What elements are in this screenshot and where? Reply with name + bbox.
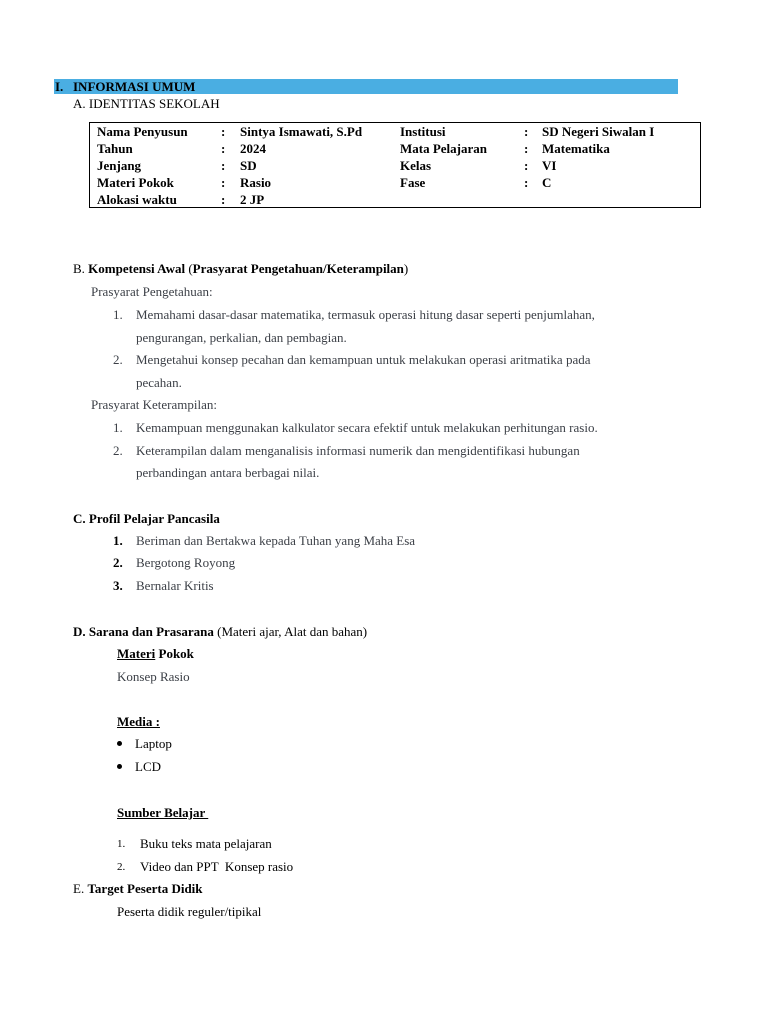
materi-label-underlined: Materi [117, 646, 156, 661]
section-b-title [73, 262, 408, 275]
identity-sep: : [524, 124, 529, 139]
identity-value: Sintya Ismawati, S.Pd [240, 124, 363, 139]
media-item: LCD [135, 759, 161, 774]
target-value: Peserta didik reguler/tipikal [117, 904, 262, 919]
identity-value: Rasio [240, 175, 272, 190]
identity-table [89, 122, 701, 208]
list-item-text: Beriman dan Bertakwa kepada Tuhan yang Maha Esa [136, 533, 416, 548]
identity-value: 2024 [240, 141, 266, 156]
identity-label: Institusi [400, 124, 446, 139]
list-number: 1. [113, 420, 123, 435]
list-number: 1. [117, 838, 126, 850]
list-number: 2. [113, 352, 123, 367]
identity-value: SD [240, 158, 257, 173]
identity-value: 2 JP [240, 192, 265, 207]
identity-value: Matematika [542, 141, 610, 156]
list-number: 3. [113, 578, 123, 593]
list-item-text: Video dan PPT Konsep rasio [140, 859, 294, 874]
media-item: Laptop [135, 736, 172, 751]
identity-sep: : [524, 158, 529, 173]
section-b-prefix: B. [73, 261, 85, 276]
list-item-text-cont: pecahan. [136, 375, 182, 390]
section-d-title [73, 625, 367, 638]
identity-sep: : [221, 124, 226, 139]
identity-value: VI [542, 158, 557, 173]
section-1-number: I. [55, 79, 64, 94]
identity-value: SD Negeri Siwalan I [542, 124, 655, 139]
materi-label [117, 647, 194, 660]
bullet-icon [117, 741, 122, 746]
identity-label: Nama Penyusun [97, 124, 188, 139]
identity-label: Alokasi waktu [97, 192, 177, 207]
list-number: 2. [113, 443, 123, 458]
list-item-text-cont: perbandingan antara berbagai nilai. [136, 465, 320, 480]
identity-sep: : [524, 175, 529, 190]
bullet-icon [117, 764, 122, 769]
list-item-text-cont: pengurangan, perkalian, dan pembagian. [136, 330, 347, 345]
identity-label: Fase [400, 175, 426, 190]
section-b-title-bold: Kompetensi Awal [88, 261, 186, 276]
identity-label: Mata Pelajaran [400, 141, 488, 156]
section-b-title-close: ) [403, 261, 409, 276]
section-e-title [73, 882, 203, 895]
identity-sep: : [221, 192, 226, 207]
section-a-title: A. IDENTITAS SEKOLAH [73, 96, 220, 111]
list-number: 1. [113, 533, 123, 548]
list-item-text: Memahami dasar-dasar matematika, termasuk operasi hitung dasar seperti penjumlahan, [136, 307, 595, 322]
identity-value: C [542, 175, 552, 190]
identity-sep: : [221, 175, 226, 190]
materi-value: Konsep Rasio [117, 669, 190, 684]
list-item-text: Kemampuan menggunakan kalkulator secara efektif untuk melakukan perhitungan rasio. [136, 420, 598, 435]
identity-sep: : [221, 141, 226, 156]
knowledge-label: Prasyarat Pengetahuan: [91, 284, 213, 299]
section-b-title-bold-2: Prasyarat Pengetahuan/Keterampilan [192, 261, 404, 276]
section-1-title: INFORMASI UMUM [73, 79, 196, 94]
section-d-title-bold: D. Sarana dan Prasarana [73, 624, 214, 639]
section-c-title: C. Profil Pelajar Pancasila [73, 511, 220, 526]
list-item-text: Mengetahui konsep pecahan dan kemampuan untuk melakukan operasi aritmatika pada [136, 352, 591, 367]
list-item-text: Bergotong Royong [136, 555, 236, 570]
section-b-title-paren: ( [185, 261, 193, 276]
section-e-title-bold: Target Peserta Didik [87, 881, 203, 896]
section-1-heading [55, 80, 195, 94]
list-number: 2. [117, 861, 126, 873]
list-item-text: Buku teks mata pelajaran [140, 836, 272, 851]
identity-label: Jenjang [97, 158, 142, 173]
list-item-text: Keterampilan dalam menganalisis informasi numerik dan mengidentifikasi hubungan [136, 443, 580, 458]
identity-sep: : [221, 158, 226, 173]
identity-sep: : [524, 141, 529, 156]
identity-label: Materi Pokok [97, 175, 174, 190]
section-e-prefix: E. [73, 881, 85, 896]
identity-label: Tahun [97, 141, 133, 156]
identity-label: Kelas [400, 158, 432, 173]
list-item-text: Bernalar Kritis [136, 578, 214, 593]
materi-label-rest: Pokok [155, 646, 194, 661]
list-number: 2. [113, 555, 123, 570]
sumber-label: Sumber Belajar [117, 805, 209, 820]
skills-label: Prasyarat Keterampilan: [91, 397, 217, 412]
media-label: Media : [117, 714, 160, 729]
list-number: 1. [113, 307, 123, 322]
section-d-title-rest: (Materi ajar, Alat dan bahan) [213, 624, 368, 639]
